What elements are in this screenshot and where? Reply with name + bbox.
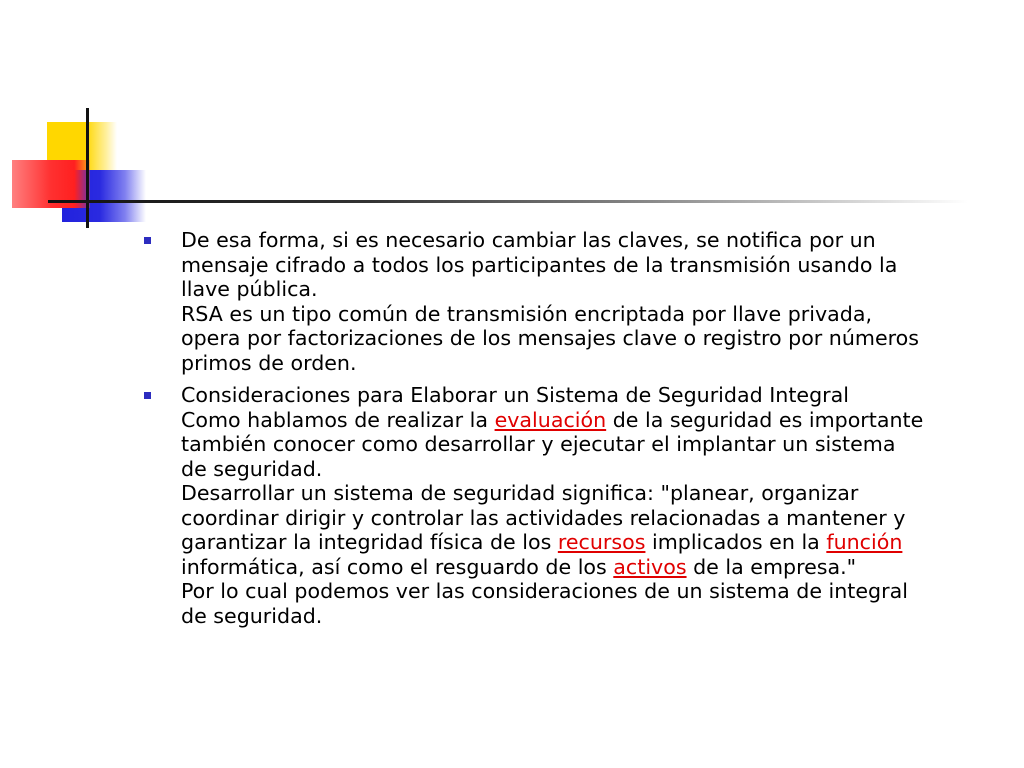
text-line (181, 530, 1004, 555)
slide-body (144, 228, 1004, 636)
vertical-rule (86, 108, 89, 228)
text-line: de seguridad. (181, 456, 323, 481)
text-span: de la empresa." (686, 554, 857, 579)
text-line: De esa forma, si es necesario cambiar las claves, se notifica por un (181, 228, 876, 252)
text-line: opera por factorizaciones de los mensajes clave o registro por números (181, 326, 919, 350)
funcion-link[interactable]: función (826, 530, 903, 554)
bullet-square-icon (144, 237, 151, 244)
decorative-logo (0, 100, 160, 240)
text-line: llave pública. (181, 277, 318, 301)
bullet-item-1 (144, 228, 1004, 375)
evaluacion-link[interactable]: evaluación (494, 407, 607, 432)
text-line (181, 555, 1004, 580)
text-line: mensaje cifrado a todos los participantes de la transmisión usando la (181, 252, 898, 277)
text-line: primos de orden. (181, 350, 357, 375)
text-span: implicados en la (645, 530, 827, 554)
text-span: informática, así como el resguardo de los (181, 554, 614, 579)
text-line: RSA es un tipo común de transmisión encriptada por llave privada, (181, 301, 872, 326)
bullet-square-icon (144, 392, 151, 399)
text-span: de la seguridad es importante (606, 407, 924, 432)
horizontal-rule (48, 200, 968, 203)
bullet-item-2 (144, 383, 1004, 628)
text-line: Por lo cual podemos ver las consideraciones de un sistema de integral (181, 579, 908, 603)
text-line: coordinar dirigir y controlar las actividades relacionadas a mantener y (181, 505, 906, 530)
text-line: también conocer como desarrollar y ejecutar el implantar un sistema (181, 432, 896, 456)
text-line: Desarrollar un sistema de seguridad significa: "planear, organizar (181, 481, 859, 505)
text-span: Como hablamos de realizar la (181, 407, 495, 432)
activos-link[interactable]: activos (613, 554, 687, 579)
recursos-link[interactable]: recursos (557, 530, 646, 554)
text-line: de seguridad. (181, 603, 323, 628)
text-line: Consideraciones para Elaborar un Sistema de Seguridad Integral (181, 383, 849, 407)
text-line (181, 408, 1004, 433)
text-span: garantizar la integridad física de los (181, 530, 558, 554)
